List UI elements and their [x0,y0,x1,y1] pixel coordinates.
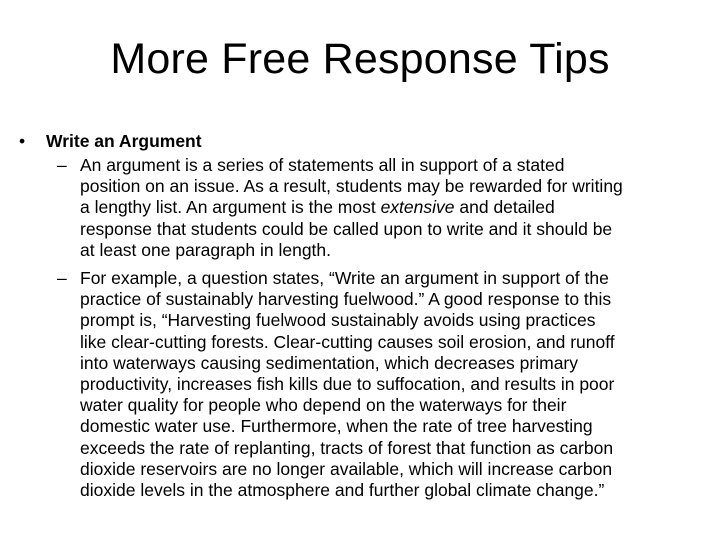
text-line: dioxide levels in the atmosphere and further global climate change.” [80,480,605,501]
slide-title: More Free Response Tips [110,35,610,83]
text-line: into waterways causing sedimentation, which decreases primary [80,352,579,373]
text-line: position on an issue. As a result, students may be rewarded for writing [80,176,623,197]
text-line: dioxide reservoirs are no longer available, which will increase carbon [80,458,613,479]
bullet-heading: Write an Argument [46,131,202,151]
text-line: at least one paragraph in length. [80,239,332,260]
bullet-marker: • [19,131,26,151]
text-line: productivity, increases fish kills due to suffocation, and results in poor [80,374,615,395]
text-line: For example, a question states, “Write an argument in support of the [80,268,609,288]
text-line: water quality for people who depend on the waterways for their [80,395,567,416]
text-line: prompt is, “Harvesting fuelwood sustainably avoids using practices [80,310,596,331]
sub-bullet-text [80,155,702,261]
text-line: domestic water use. Furthermore, when the rate of tree harvesting [80,416,593,437]
text-segment: a lengthy list. An argument is the most [80,197,381,218]
text-line [80,197,702,218]
text-line: response that students could be called upon to write and it should be [80,218,613,239]
sub-bullet-marker: – [57,155,67,175]
emphasis-text: extensive [380,197,455,218]
text-line: exceeds the rate of replanting, tracts of forest that function as carbon [80,437,614,458]
text-line: practice of sustainably harvesting fuelwood.” A good response to this [80,289,612,310]
sub-bullet-text [80,268,702,501]
text-line: like clear-cutting forests. Clear-cutting causes soil erosion, and runoff [80,331,615,352]
text-segment: and detailed [454,197,555,218]
sub-bullet-marker: – [57,268,67,288]
text-line: An argument is a series of statements all in support of a stated [80,155,565,175]
